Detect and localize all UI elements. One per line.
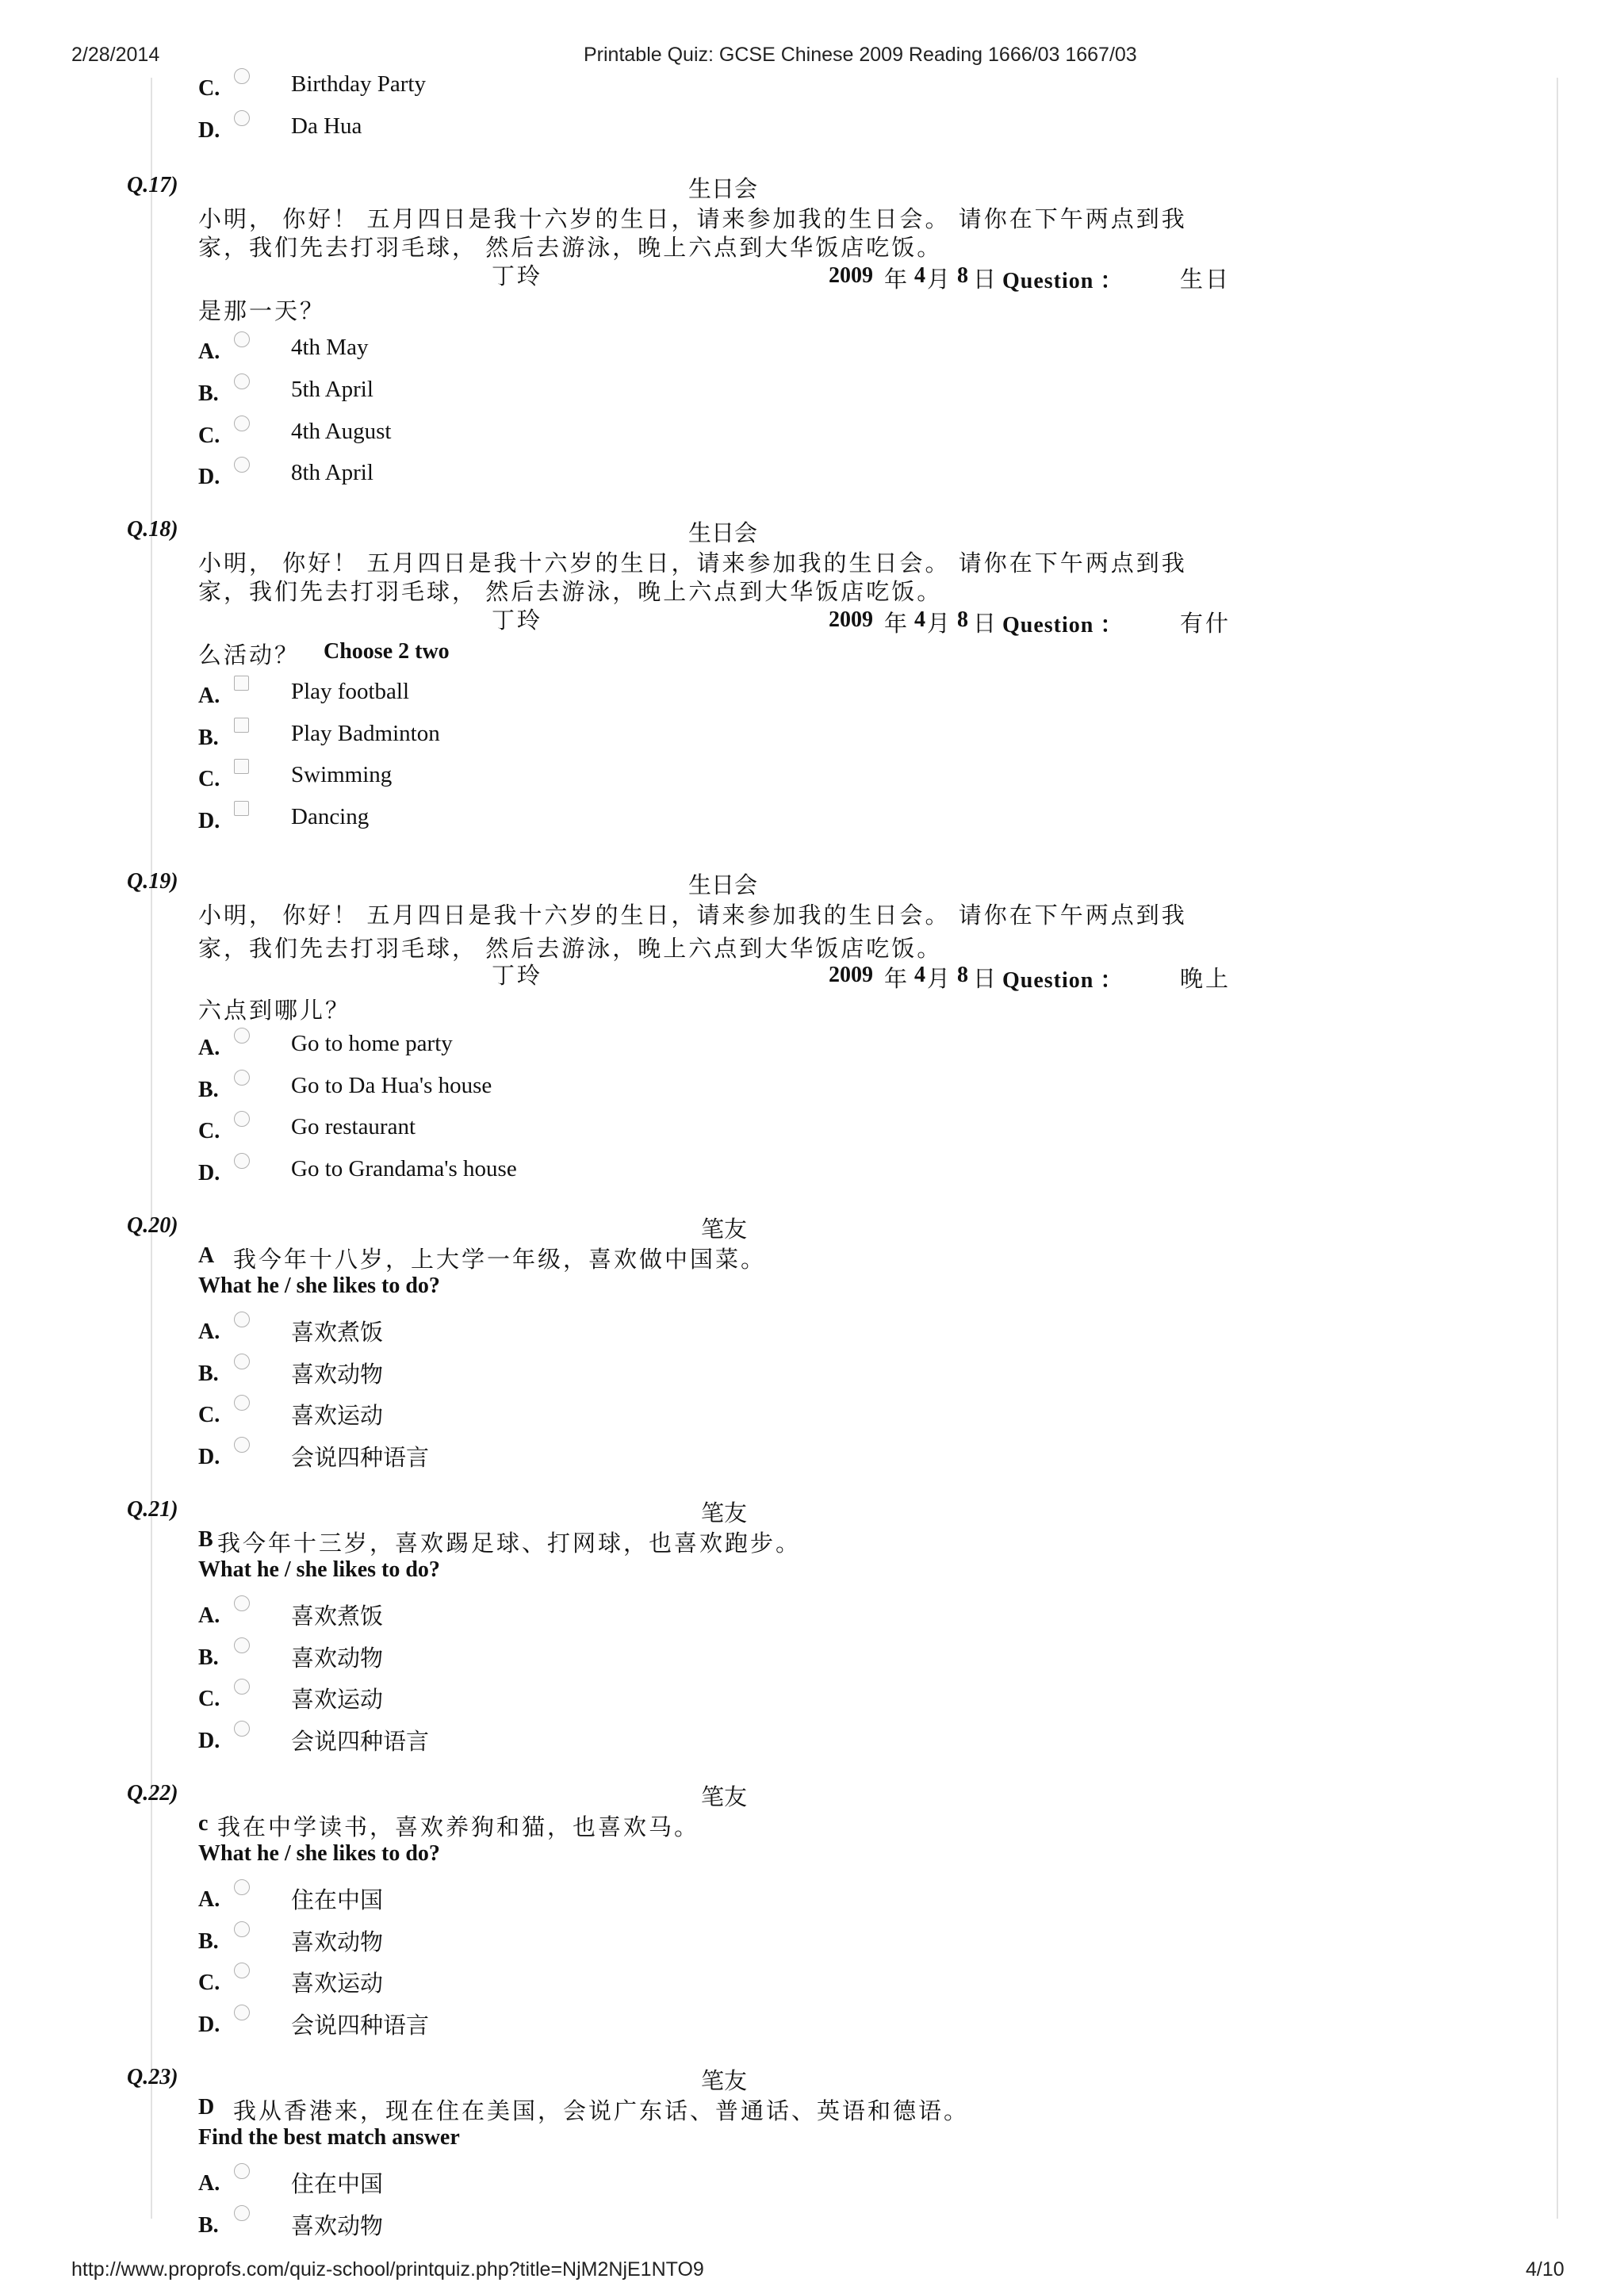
passage-line: 小明， 你好！ 五月四日是我十六岁的生日，请来参加我的生日会。 请你在下午两点到我 — [198, 903, 1187, 929]
option-radio[interactable] — [234, 1111, 250, 1127]
question-prompt: What he / she likes to do? — [198, 1273, 440, 1298]
question-title: 笔友 — [701, 1217, 748, 1243]
date-day: 8 — [957, 607, 968, 632]
option-letter: C. — [198, 1687, 220, 1711]
date-month: 4 — [914, 607, 925, 632]
question-title: 笔友 — [701, 1785, 748, 1810]
option-radio[interactable] — [234, 1595, 250, 1611]
question-number: Q.21) — [127, 1497, 178, 1522]
option-letter: A. — [198, 339, 220, 364]
option-radio[interactable] — [234, 1312, 250, 1327]
option-text: 喜欢动物 — [291, 1930, 384, 1955]
carryover-option-radio[interactable] — [234, 68, 250, 84]
question-title: 生日会 — [688, 177, 758, 202]
signature: 丁玲 — [492, 608, 543, 634]
option-text: 8th April — [291, 460, 373, 485]
option-letter: B. — [198, 2213, 219, 2238]
option-letter: C. — [198, 1119, 220, 1143]
option-radio[interactable] — [234, 1028, 250, 1044]
option-text: 住在中国 — [291, 2172, 384, 2197]
option-radio[interactable] — [234, 1637, 250, 1653]
option-letter: B. — [198, 1645, 219, 1670]
option-letter: D. — [198, 809, 220, 833]
option-letter: A. — [198, 2171, 220, 2196]
carryover-option-letter: D. — [198, 118, 220, 143]
option-text: Swimming — [291, 762, 393, 787]
question-prompt: What he / she likes to do? — [198, 1557, 440, 1582]
passage-text: 我从香港来，现在住在美国，会说广东话、普通话、英语和德语。 — [233, 2099, 970, 2124]
option-letter: D. — [198, 1161, 220, 1185]
question-title: 笔友 — [701, 1501, 748, 1526]
carryover-option-text: Birthday Party — [291, 71, 426, 97]
option-text: Go to Grandama's house — [291, 1156, 517, 1181]
passage-line: 家，我们先去打羽毛球， 然后去游泳，晚上六点到大华饭店吃饭。 — [198, 236, 943, 261]
option-text: Go restaurant — [291, 1114, 416, 1139]
option-radio[interactable] — [234, 2005, 250, 2020]
date-year: 2009 — [829, 607, 873, 632]
option-text: 喜欢煮饭 — [291, 1320, 384, 1346]
option-radio[interactable] — [234, 1879, 250, 1895]
option-radio[interactable] — [234, 2163, 250, 2179]
option-radio[interactable] — [234, 331, 250, 347]
passage-line: 家，我们先去打羽毛球， 然后去游泳，晚上六点到大华饭店吃饭。 — [198, 936, 943, 962]
question-number: Q.22) — [127, 1781, 178, 1806]
header-date: 2/28/2014 — [71, 44, 160, 66]
option-letter: C. — [198, 1403, 220, 1427]
passage-line: 家，我们先去打羽毛球， 然后去游泳，晚上六点到大华饭店吃饭。 — [198, 580, 943, 605]
option-checkbox[interactable] — [234, 801, 249, 816]
question-title: 笔友 — [701, 2069, 748, 2094]
option-radio[interactable] — [234, 1921, 250, 1937]
option-letter: A. — [198, 684, 220, 708]
question-continuation: 是那一天？ — [198, 299, 326, 324]
option-text: Play football — [291, 679, 410, 704]
question-prompt: Find the best match answer — [198, 2125, 460, 2150]
date-day: 8 — [957, 263, 968, 288]
option-letter: A. — [198, 1319, 220, 1344]
option-checkbox[interactable] — [234, 676, 249, 691]
passage-text: 我今年十三岁，喜欢踢足球、打网球，也喜欢跑步。 — [217, 1531, 802, 1557]
option-radio[interactable] — [234, 1437, 250, 1453]
question-label: Question ： — [1002, 613, 1124, 638]
option-letter: B. — [198, 381, 219, 406]
option-text: 喜欢煮饭 — [291, 1604, 384, 1630]
question-title: 生日会 — [688, 873, 758, 898]
option-radio[interactable] — [234, 2205, 250, 2221]
passage-label: c — [198, 1811, 209, 1836]
date-unit: 月 — [927, 267, 953, 293]
question-tail: 有什 — [1180, 611, 1231, 637]
option-letter: A. — [198, 1887, 220, 1912]
footer-url[interactable]: http://www.proprofs.com/quiz-school/printquiz.php?title=NjM2NjE1NTO9 — [71, 2258, 704, 2281]
option-radio[interactable] — [234, 416, 250, 431]
option-radio[interactable] — [234, 373, 250, 389]
carryover-option-letter: C. — [198, 76, 220, 101]
option-checkbox[interactable] — [234, 759, 249, 774]
question-prompt: What he / she likes to do? — [198, 1841, 440, 1866]
option-text: Go to Da Hua's house — [291, 1073, 492, 1098]
footer-page-number: 4/10 — [1526, 2258, 1565, 2281]
signature: 丁玲 — [492, 264, 543, 289]
option-radio[interactable] — [234, 1679, 250, 1695]
question-number: Q.17) — [127, 173, 178, 197]
option-text: 喜欢动物 — [291, 1646, 384, 1672]
question-tail: 生日 — [1180, 267, 1231, 293]
passage-label: D — [198, 2095, 215, 2120]
option-text: 4th August — [291, 419, 392, 444]
question-number: Q.20) — [127, 1213, 178, 1238]
passage-line: 小明， 你好！ 五月四日是我十六岁的生日，请来参加我的生日会。 请你在下午两点到我 — [198, 551, 1187, 576]
date-unit: 月 — [927, 611, 953, 637]
date-month: 4 — [914, 263, 925, 288]
passage-label: B — [198, 1527, 213, 1552]
option-letter: C. — [198, 1970, 220, 1995]
option-letter: B. — [198, 1929, 219, 1954]
option-text: 会说四种语言 — [291, 1729, 430, 1755]
header-title: Printable Quiz: GCSE Chinese 2009 Reading 1666/03 1667/03 — [584, 44, 1137, 66]
option-text: 会说四种语言 — [291, 1446, 430, 1471]
question-label: Question ： — [1002, 968, 1124, 993]
option-letter: C. — [198, 423, 220, 448]
passage-text: 我在中学读书，喜欢养狗和猫，也喜欢马。 — [217, 1815, 700, 1840]
option-letter: C. — [198, 767, 220, 791]
question-label: Question ： — [1002, 269, 1124, 293]
option-text: 喜欢动物 — [291, 2214, 384, 2239]
option-radio[interactable] — [234, 1070, 250, 1086]
question-number: Q.18) — [127, 517, 178, 542]
option-letter: B. — [198, 1078, 219, 1102]
date-year: 2009 — [829, 963, 873, 987]
date-year: 2009 — [829, 263, 873, 288]
option-letter: D. — [198, 2013, 220, 2037]
option-text: 5th April — [291, 377, 373, 402]
signature: 丁玲 — [492, 963, 543, 989]
option-letter: B. — [198, 726, 219, 750]
question-number: Q.23) — [127, 2065, 178, 2089]
option-text: 会说四种语言 — [291, 2013, 430, 2039]
passage-label: A — [198, 1243, 215, 1268]
option-letter: D. — [198, 1729, 220, 1753]
question-instruction: Choose 2 two — [324, 639, 450, 664]
option-radio[interactable] — [234, 1395, 250, 1411]
option-text: 喜欢动物 — [291, 1362, 384, 1388]
passage-line: 小明， 你好！ 五月四日是我十六岁的生日，请来参加我的生日会。 请你在下午两点到我 — [198, 207, 1187, 232]
option-letter: A. — [198, 1036, 220, 1060]
date-day: 8 — [957, 963, 968, 987]
option-radio[interactable] — [234, 1721, 250, 1737]
option-letter: B. — [198, 1361, 219, 1386]
date-unit: 年 — [884, 267, 910, 293]
carryover-option-text: Da Hua — [291, 113, 362, 139]
option-text: 喜欢运动 — [291, 1687, 384, 1713]
question-tail: 晚上 — [1180, 967, 1231, 992]
question-title: 生日会 — [688, 521, 758, 546]
date-unit: 日 — [973, 267, 999, 293]
option-radio[interactable] — [234, 457, 250, 473]
option-letter: D. — [198, 465, 220, 489]
question-continuation: 六点到哪儿？ — [198, 998, 351, 1024]
option-text: 喜欢运动 — [291, 1971, 384, 1997]
option-text: Play Badminton — [291, 721, 440, 746]
passage-text: 我今年十八岁，上大学一年级，喜欢做中国菜。 — [233, 1247, 767, 1273]
option-checkbox[interactable] — [234, 718, 249, 733]
date-unit: 年 — [884, 967, 910, 992]
date-unit: 月 — [927, 967, 953, 992]
date-unit: 日 — [973, 611, 999, 637]
option-letter: A. — [198, 1603, 220, 1628]
date-month: 4 — [914, 963, 925, 987]
date-unit: 日 — [973, 967, 999, 992]
option-text: 4th May — [291, 335, 369, 360]
option-text: Go to home party — [291, 1031, 453, 1056]
option-text: Dancing — [291, 804, 370, 829]
date-unit: 年 — [884, 611, 910, 637]
option-text: 住在中国 — [291, 1888, 384, 1913]
question-continuation: 么活动？ — [198, 643, 301, 668]
option-radio[interactable] — [234, 1354, 250, 1369]
option-radio[interactable] — [234, 1963, 250, 1978]
option-radio[interactable] — [234, 1153, 250, 1169]
carryover-option-radio[interactable] — [234, 110, 250, 126]
option-text: 喜欢运动 — [291, 1404, 384, 1429]
question-number: Q.19) — [127, 869, 178, 894]
option-letter: D. — [198, 1445, 220, 1469]
